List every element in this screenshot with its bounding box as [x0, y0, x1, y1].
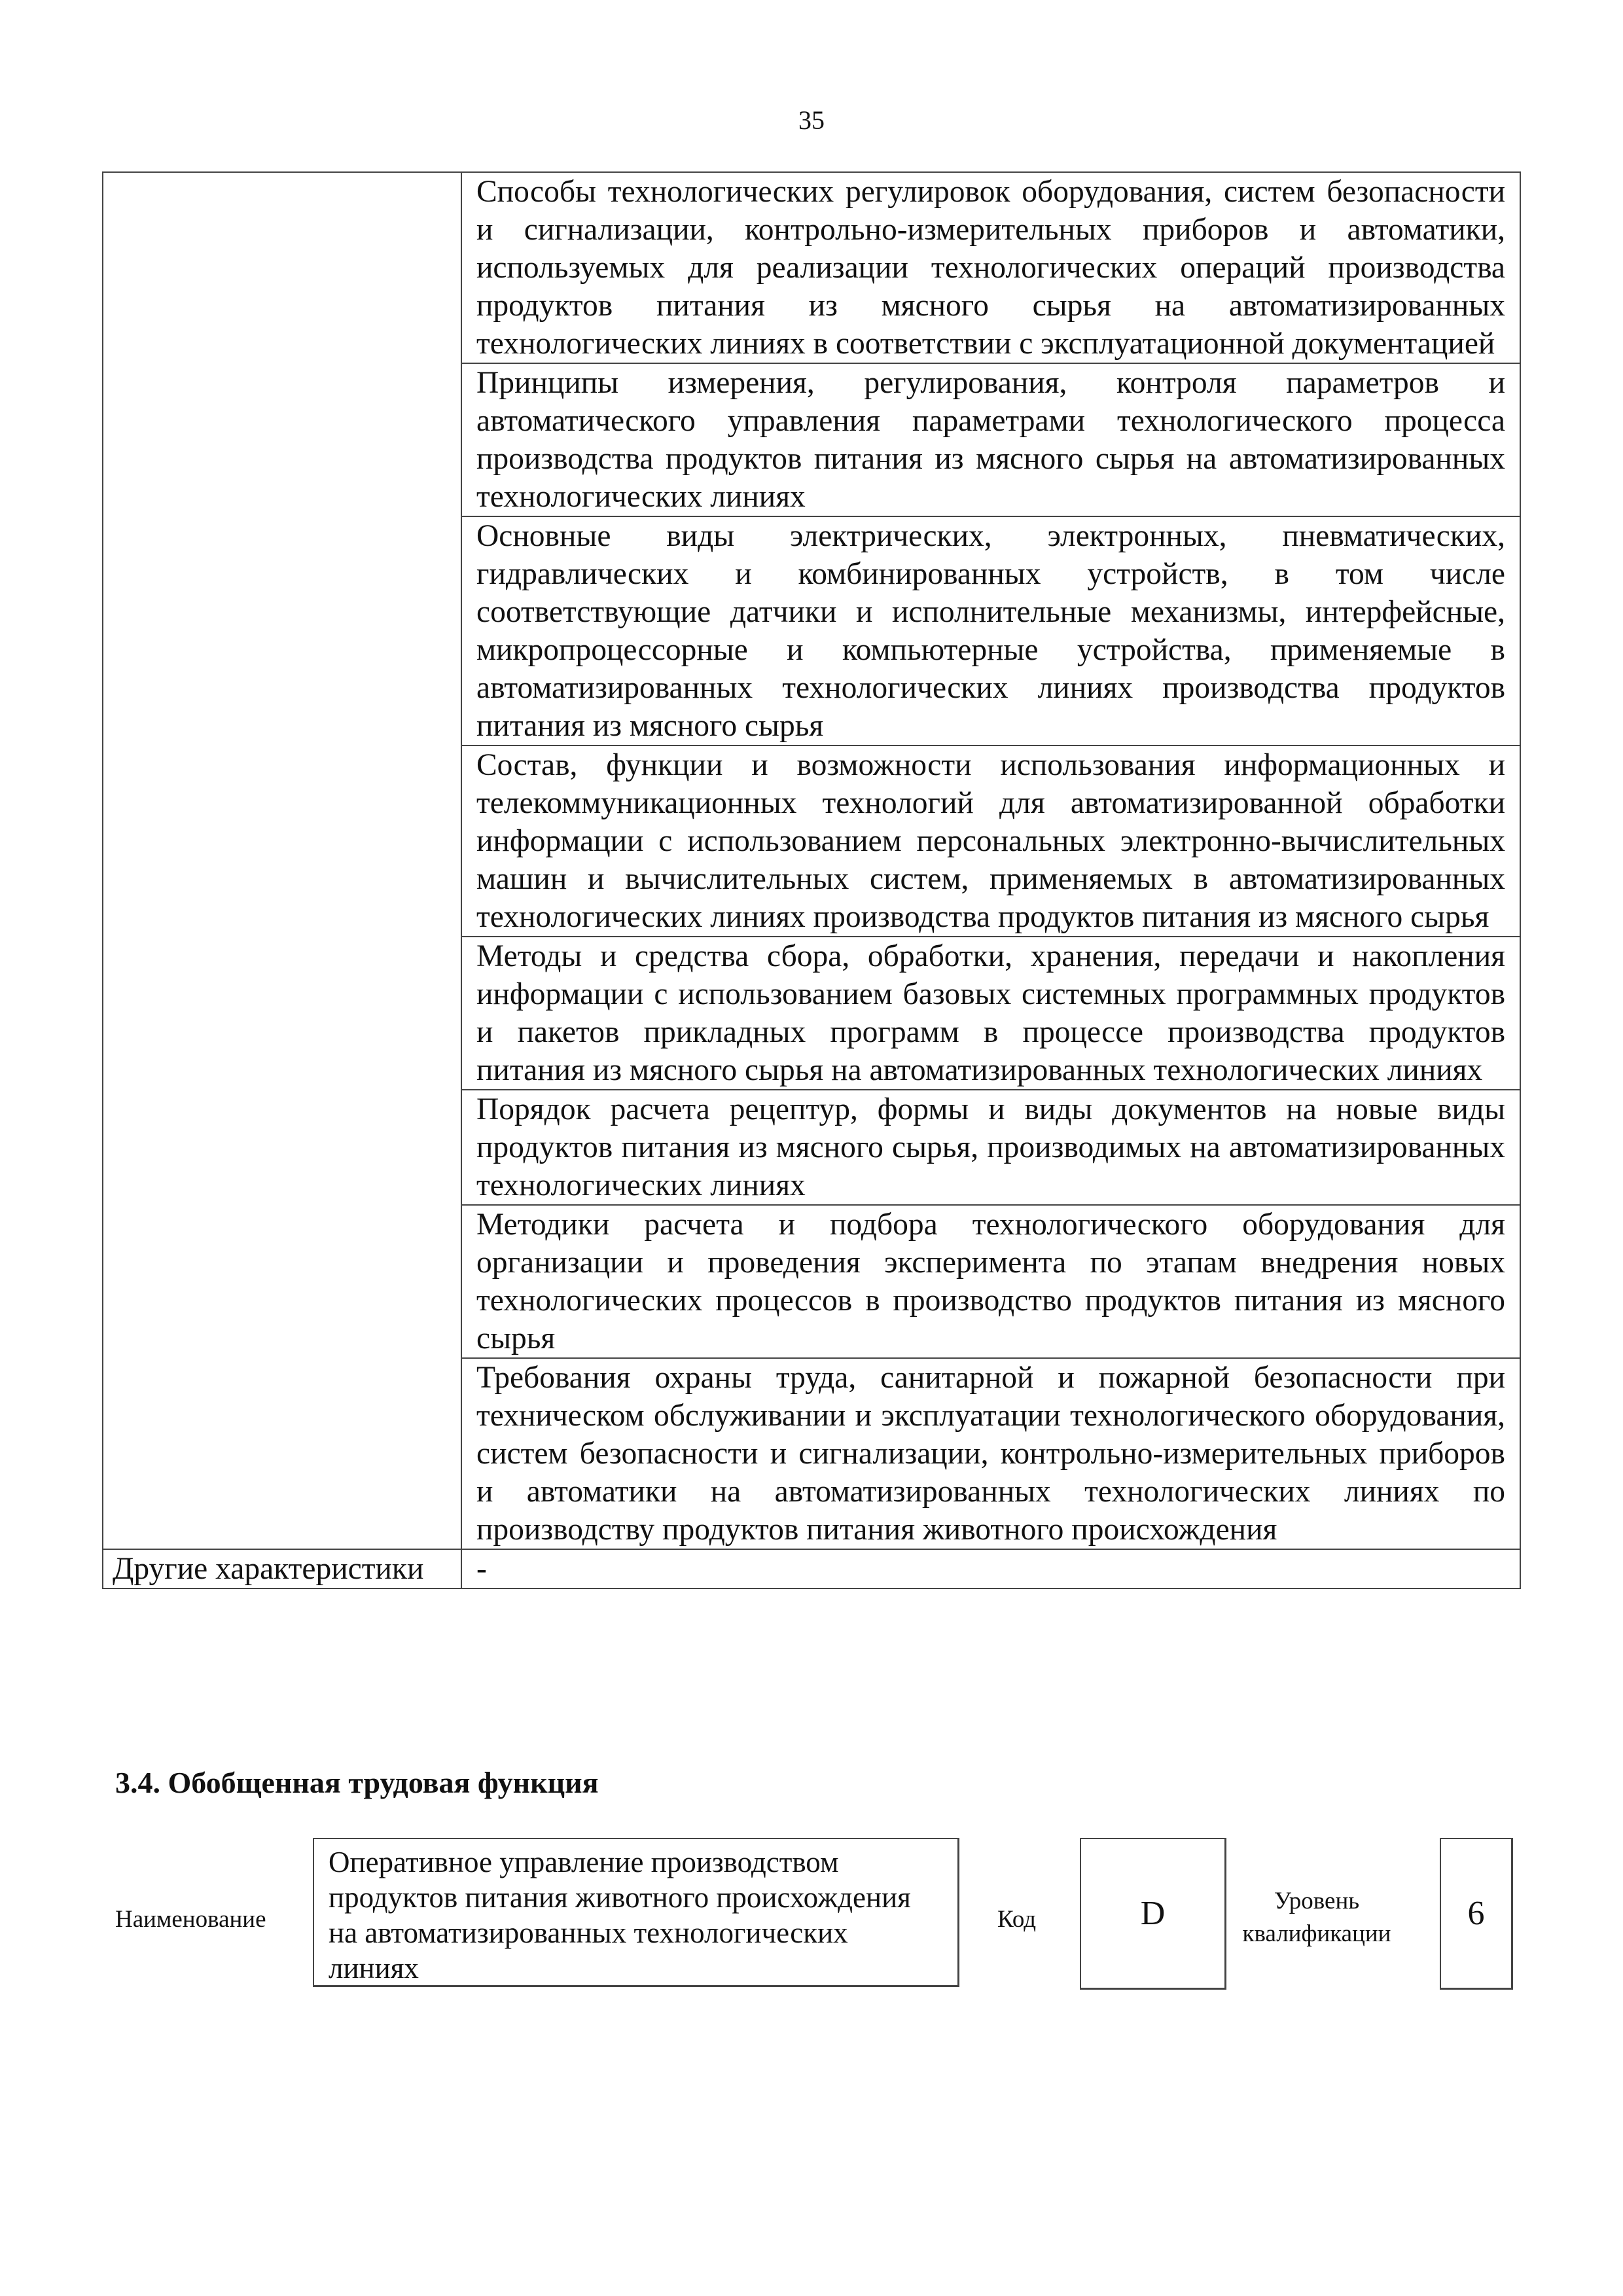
qualification-level-label-line1: Уровень [1274, 1888, 1360, 1914]
table-cell [461, 937, 1520, 1090]
knowledge-table [102, 171, 1521, 1589]
table-cell [461, 1205, 1520, 1358]
knowledge-item: Основные виды электрических, электронных, пневматических, гидравлических и комбинированных устройств, в том числе соответствующие датчики и исполнительные механизмы, интерфейсные, микропроцессорные и компьютерные устройства, применяемые в автоматизированных технологических линиях производства продуктов питания из мясного сырья [476, 519, 1505, 743]
name-label: Наименование [115, 1906, 266, 1933]
qualification-level-label-line2: квалификации [1242, 1920, 1391, 1947]
table-cell [461, 172, 1520, 363]
section-heading: 3.4. Обобщенная трудовая функция [115, 1766, 599, 1799]
other-characteristics-value: - [476, 1552, 487, 1586]
code-value-box: D [1080, 1838, 1226, 1990]
knowledge-item: Способы технологических регулировок оборудования, систем безопасности и сигнализации, контрольно-измерительных приборов и автоматики, используемых для реализации технологических операций производства продуктов питания из мясного сырья на автоматизированных технологических линиях в соответствии с эксплуатационной документацией [476, 175, 1505, 361]
table-cell [461, 1549, 1520, 1588]
knowledge-item: Требования охраны труда, санитарной и пожарной безопасности при техническом обслуживании и эксплуатации технологического оборудования, систем безопасности и сигнализации, контрольно-измерительных приборов и автоматики на автоматизированных технологических линиях по производству продуктов питания животного происхождения [476, 1361, 1505, 1547]
qualification-level-label [1234, 1885, 1399, 1950]
knowledge-item: Состав, функции и возможности использования информационных и телекоммуникационных технологий для автоматизированной обработки информации с использованием персональных электронно-вычислительных машин и вычислительных систем, применяемых в автоматизированных технологических линиях производства продуктов питания из мясного сырья [476, 748, 1505, 934]
table-cell [461, 1090, 1520, 1205]
other-characteristics-cell [103, 1549, 461, 1588]
table-cell [461, 1358, 1520, 1549]
table-cell [461, 516, 1520, 745]
row-label-cell [103, 172, 461, 1549]
table-cell [461, 363, 1520, 516]
knowledge-item: Методики расчета и подбора технологического оборудования для организации и проведения эксперимента по этапам внедрения новых технологических процессов в производство продуктов питания из мясного сырья [476, 1208, 1505, 1355]
table-row-other [103, 1549, 1520, 1588]
table-cell [461, 745, 1520, 937]
qualification-level-value-box: 6 [1440, 1838, 1513, 1990]
code-label: Код [997, 1906, 1037, 1933]
knowledge-item: Методы и средства сбора, обработки, хранения, передачи и накопления информации с использованием базовых системных программных продуктов и пакетов прикладных программ в процессе производства продуктов питания из мясного сырья на автоматизированных технологических линиях [476, 939, 1505, 1087]
page-number: 35 [798, 105, 825, 135]
table-row [103, 172, 1520, 363]
knowledge-item: Принципы измерения, регулирования, контроля параметров и автоматического управления параметрами технологического процесса производства продуктов питания из мясного сырья на автоматизированных технологических линиях [476, 366, 1505, 514]
knowledge-item: Порядок расчета рецептур, формы и виды документов на новые виды продуктов питания из мясного сырья, производимых на автоматизированных технологических линиях [476, 1092, 1505, 1202]
other-characteristics-label: Другие характеристики [113, 1552, 424, 1586]
name-value-box: Оперативное управление производством продуктов питания животного происхождения на автоматизированных технологических линиях [313, 1838, 959, 1987]
